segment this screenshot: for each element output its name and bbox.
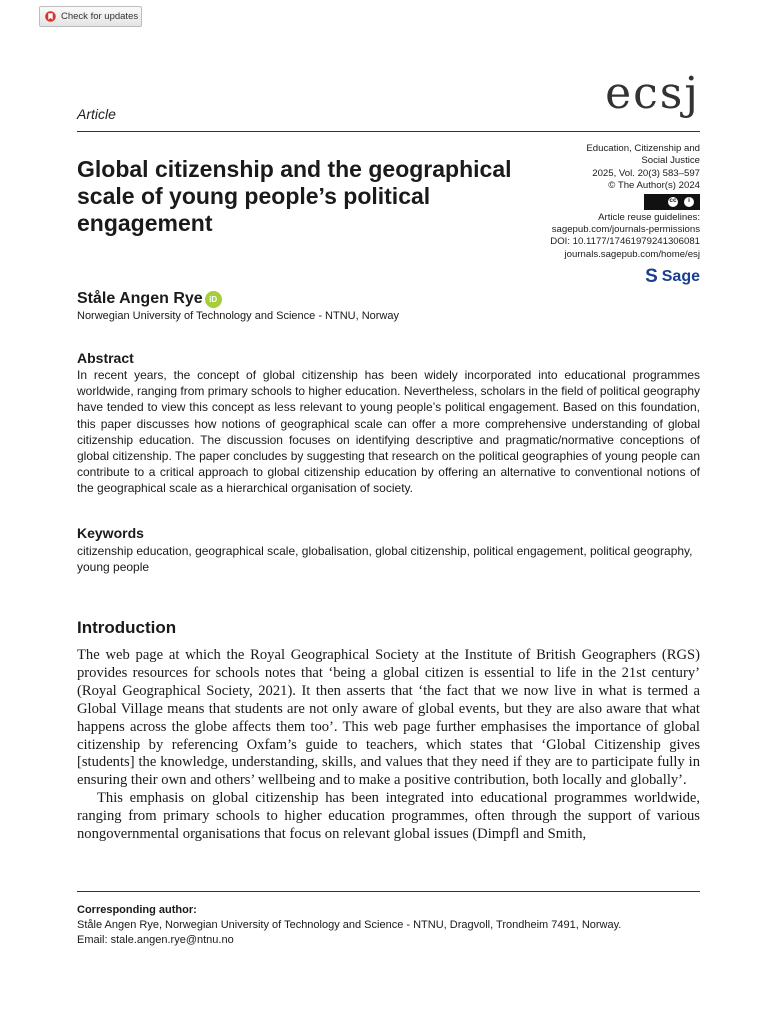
reuse-guidelines-label: Article reuse guidelines: bbox=[598, 211, 700, 223]
cc-icon: cc bbox=[667, 196, 679, 208]
copyright-notice: © The Author(s) 2024 bbox=[608, 180, 700, 192]
corresponding-author-email[interactable]: Email: stale.angen.rye@ntnu.no bbox=[77, 934, 234, 946]
keywords-text: citizenship education, geographical scale, globalisation, global citizenship, political engagement, political geography, young people bbox=[77, 544, 693, 575]
header-divider bbox=[77, 131, 700, 132]
journal-logo: ecsj bbox=[605, 68, 700, 119]
article-type-label: Article bbox=[77, 106, 116, 122]
bookmark-icon bbox=[45, 10, 56, 23]
keywords-heading: Keywords bbox=[77, 525, 144, 541]
attribution-icon: i bbox=[683, 196, 695, 208]
body-paragraph: The web page at which the Royal Geographical Society at the Institute of British Geographers (RGS) provides resources for schools notes that ‘being a global citizen is essential to life in the 21st century’ (Royal Geographical Society, 2021). It then asserts that ‘the fact that we now live in what is termed a Global Village means that students are not only aware of global events, but they are also aware that what happens across the globe affects them too’. This web page further emphasises the importance of global citizenship by referencing Oxfam’s guide to teachers, which states that ‘Global Citizenship gives [students] the knowledge, understanding, skills, and values that they need if they are to participate fully in ensuring their own and others’ wellbeing and to make a positive contribution, both locally and globally’. bbox=[77, 647, 700, 789]
author-line bbox=[77, 290, 222, 308]
sage-s-icon: S bbox=[645, 266, 658, 287]
abstract-heading: Abstract bbox=[77, 350, 134, 366]
journal-name-line1: Education, Citizenship and bbox=[586, 143, 700, 154]
body-paragraph: This emphasis on global citizenship has been integrated into educational programmes worldwide, ranging from primary schools to higher education programmes, often through the support of various nongovernmental organisations that focus on relevant global issues (Dimpfl and Smith, bbox=[77, 790, 700, 843]
reuse-guidelines-link[interactable]: sagepub.com/journals-permissions bbox=[551, 224, 700, 236]
sage-wordmark: Sage bbox=[661, 268, 700, 285]
journal-name-line2: Social Justice bbox=[641, 155, 700, 167]
introduction-body bbox=[77, 647, 700, 844]
journal-volume: 2025, Vol. 20(3) 583–597 bbox=[592, 167, 700, 179]
author-name: Ståle Angen Rye bbox=[77, 290, 203, 307]
corresponding-author-heading: Corresponding author: bbox=[77, 904, 197, 916]
sage-publisher-logo bbox=[645, 266, 700, 288]
corresponding-author-block bbox=[77, 903, 621, 948]
check-for-updates-label: Check for updates bbox=[61, 11, 139, 22]
article-title: Global citizenship and the geographical scale of young people’s political engagement bbox=[77, 156, 512, 236]
journal-metadata bbox=[520, 143, 700, 261]
author-affiliation: Norwegian University of Technology and Science - NTNU, Norway bbox=[77, 310, 399, 322]
abstract-text: In recent years, the concept of global citizenship has been widely incorporated into educational programmes worldwide, ranging from primary schools to higher education. Nevertheless, scholars in the field of political geography have tended to view this concept as less relevant to young people’s political engagement. Based on this foundation, this paper discusses how notions of geographical scale can offer a more comprehensive understanding of global citizenship education. The discussion focuses on identifying descriptive and pragmatic/normative conceptions of global citizenship. The paper concludes by suggesting that research on the political geographies of young people can contribute to a critical approach to global citizenship education by offering an alternative to conventional notions of the geographical scale as a hierarchical organisation of society. bbox=[77, 368, 700, 496]
footnote-divider bbox=[77, 891, 700, 892]
corresponding-author-address: Ståle Angen Rye, Norwegian University of Technology and Science - NTNU, Dragvoll, Trondheim 7491, Norway. bbox=[77, 919, 622, 931]
check-for-updates-button[interactable] bbox=[39, 6, 142, 27]
cc-by-license-icon[interactable] bbox=[644, 194, 700, 210]
orcid-icon[interactable]: iD bbox=[205, 291, 222, 308]
introduction-heading: Introduction bbox=[77, 618, 177, 637]
doi-link[interactable]: DOI: 10.1177/17461979241306081 bbox=[550, 236, 700, 248]
journal-homepage-link[interactable]: journals.sagepub.com/home/esj bbox=[564, 248, 700, 260]
